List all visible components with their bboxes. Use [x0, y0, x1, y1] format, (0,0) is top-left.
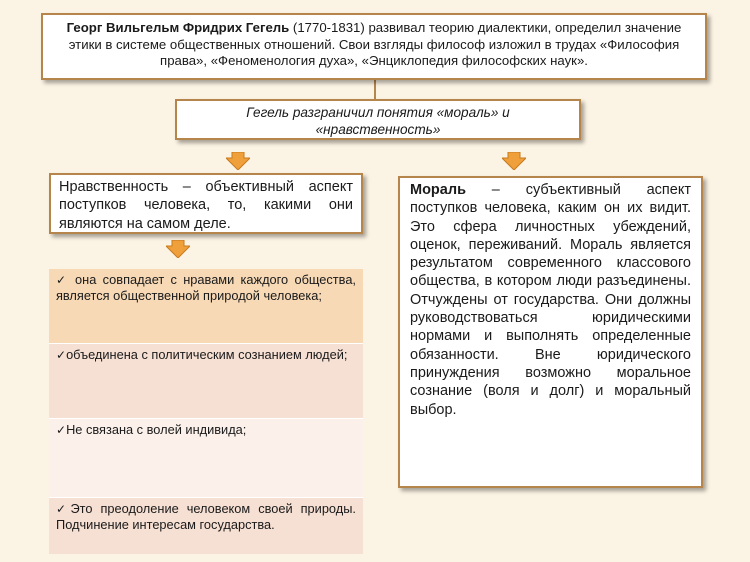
arrow-down-icon	[166, 240, 190, 258]
checkmark-icon: ✓	[56, 348, 67, 362]
morality-objective-box	[49, 173, 363, 234]
properties-list	[49, 269, 363, 554]
list-item	[49, 344, 363, 419]
hegel-name: Георг Вильгельм Фридрих Гегель	[66, 20, 290, 35]
list-item-text: она совпадает с нравами каждого общества, является общественной природой человека;	[56, 272, 356, 304]
moral-definition-text: – субъективный аспект поступков человека, каким он их видит. Это сфера личностных убеждений, оценок, переживаний. Мораль является результатом современного классового общества, в котором люди разъединены. Отчуждены от государства. Они должны руководствоваться юридическими нормами и выполнять определенные обязанности. Вне юридического принуждения возможно моральное сознание (воля и долг) и моральный выбор.	[410, 182, 691, 418]
arrow-down-icon	[502, 152, 526, 170]
connector-line	[374, 80, 376, 99]
morality-objective-text: Нравственность – объективный аспект поступков человека, то, какими они являются на самом деле.	[59, 179, 353, 232]
list-item	[49, 498, 363, 554]
list-item-text: Это преодоление человеком своей природы. Подчинение интересам государства.	[56, 501, 356, 533]
distinction-text: Гегель разграничил понятия «мораль» и «нравственность»	[246, 105, 510, 137]
checkmark-icon: ✓	[56, 423, 67, 437]
arrow-down-icon	[226, 152, 250, 170]
distinction-box	[175, 99, 581, 140]
hegel-intro-text: (1770-1831) развивал теорию диалектики, определил значение этики в системе общественных отношений. Свои взгляды философ изложил в трудах «Философия права», «Феноменология духа», «Энциклопедия философских наук».	[68, 20, 682, 68]
list-item-text: объединена с политическим сознанием людей;	[66, 347, 348, 362]
morality-subjective-box	[398, 176, 703, 488]
checkmark-icon: ✓	[56, 502, 71, 516]
list-item-text: Не связана с волей индивида;	[66, 422, 247, 437]
list-item	[49, 269, 363, 344]
moral-term: Мораль	[410, 182, 466, 198]
hegel-intro-box	[41, 13, 707, 80]
list-item	[49, 419, 363, 498]
checkmark-icon: ✓	[56, 273, 69, 287]
